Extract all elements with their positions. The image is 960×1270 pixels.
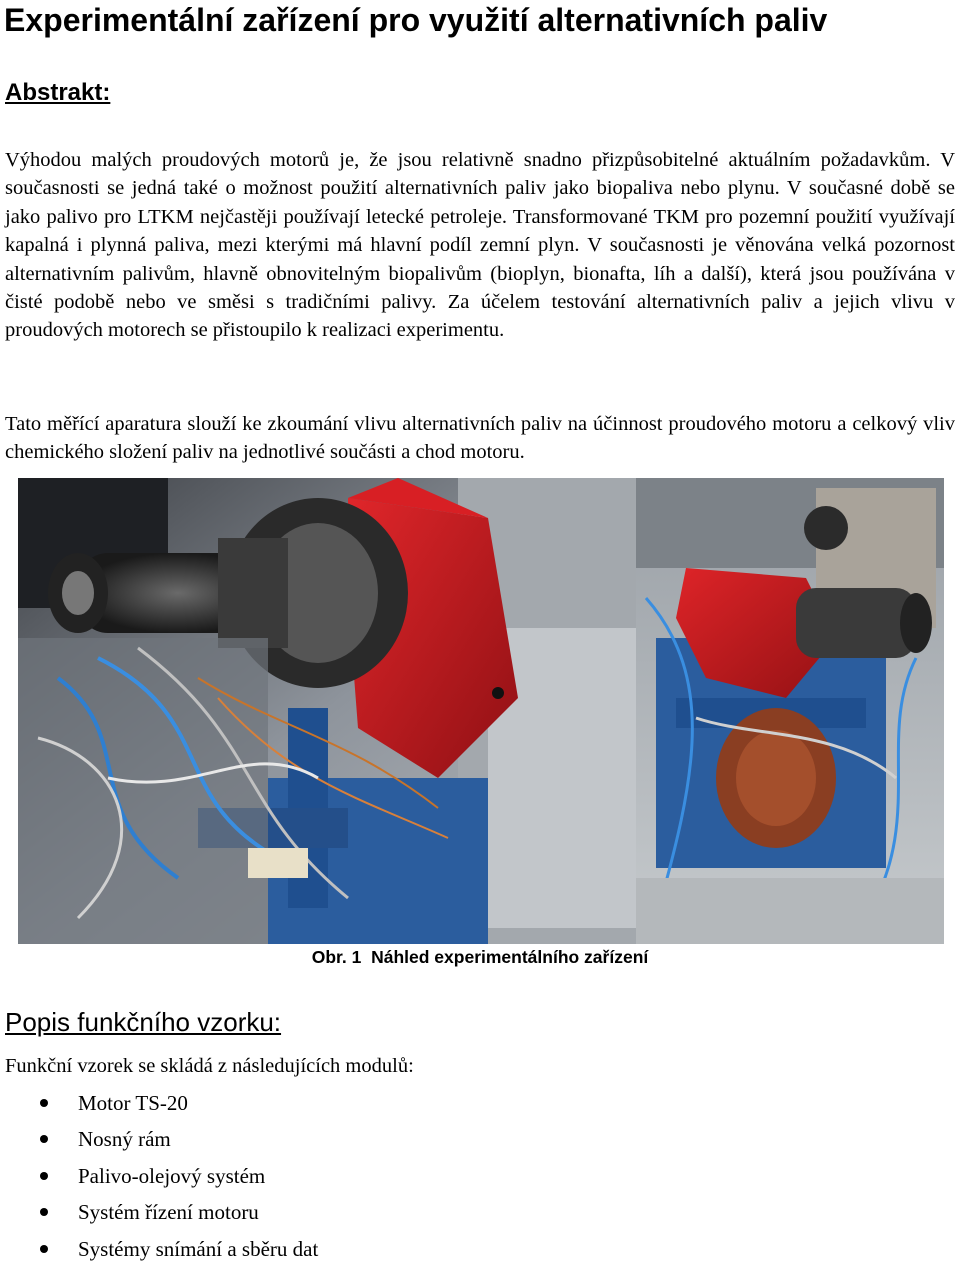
- test-rig-photo-left: [18, 478, 636, 944]
- figure-label: Obr. 1: [311, 947, 362, 967]
- test-rig-photo-right: [636, 478, 944, 944]
- popis-heading: Popis funkčního vzorku:: [5, 1007, 282, 1037]
- popis-intro: Funkční vzorek se skládá z následujících modulů:: [5, 1055, 414, 1077]
- abstract-paragraph-2: Tato měřící aparatura slouží ke zkoumání vlivu alternativních paliv na účinnost proudového motoru a celkový vliv chemického složení paliv na jednotlivé součásti a chod motoru.: [5, 413, 955, 464]
- module-label: Palivo-olejový systém: [78, 1163, 266, 1188]
- document-title: Experimentální zařízení pro využití alternativních paliv: [4, 2, 828, 38]
- abstract-paragraph-1: Výhodou malých proudových motorů je, že jsou relativně snadno přizpůsobitelné aktuálním požadavkům. V současnosti se jedná také o možnost použití alternativních paliv jako biopaliva nebo plynu. V současné době se jako palivo pro LTKM nejčastěji používají letecké petroleje. Transformované TKM pro pozemní použití využívají kapalná i plynná paliva, mezi kterými má hlavní podíl zemní plyn. V současnosti je věnována velká pozornost alternativním palivům, hlavně obnovitelným biopalivům (bioplyn, bionafta, líh a další), která jsou používána v čisté podobě nebo ve směsi s tradičními palivy. Za účelem testování alternativních paliv a jejich vlivu v proudových motorech se přistoupilo k realizaci experimentu.: [5, 149, 955, 342]
- test-rig-illustration-left: [18, 478, 636, 944]
- bullet-icon: [40, 1245, 48, 1253]
- bullet-icon: [40, 1208, 48, 1216]
- module-label: Systém řízení motoru: [78, 1200, 259, 1225]
- bullet-icon: [40, 1172, 48, 1180]
- figure-caption-text: Náhled experimentálního zařízení: [371, 947, 649, 967]
- module-label: Motor TS-20: [78, 1091, 188, 1115]
- bullet-icon: [40, 1135, 48, 1143]
- bullet-icon: [40, 1099, 48, 1107]
- figure-caption: [0, 945, 960, 969]
- module-label: Nosný rám: [78, 1127, 171, 1152]
- test-rig-illustration-right: [636, 478, 944, 944]
- abstract-heading: Abstrakt:: [5, 79, 111, 106]
- module-label: Systémy snímání a sběru dat: [78, 1236, 319, 1261]
